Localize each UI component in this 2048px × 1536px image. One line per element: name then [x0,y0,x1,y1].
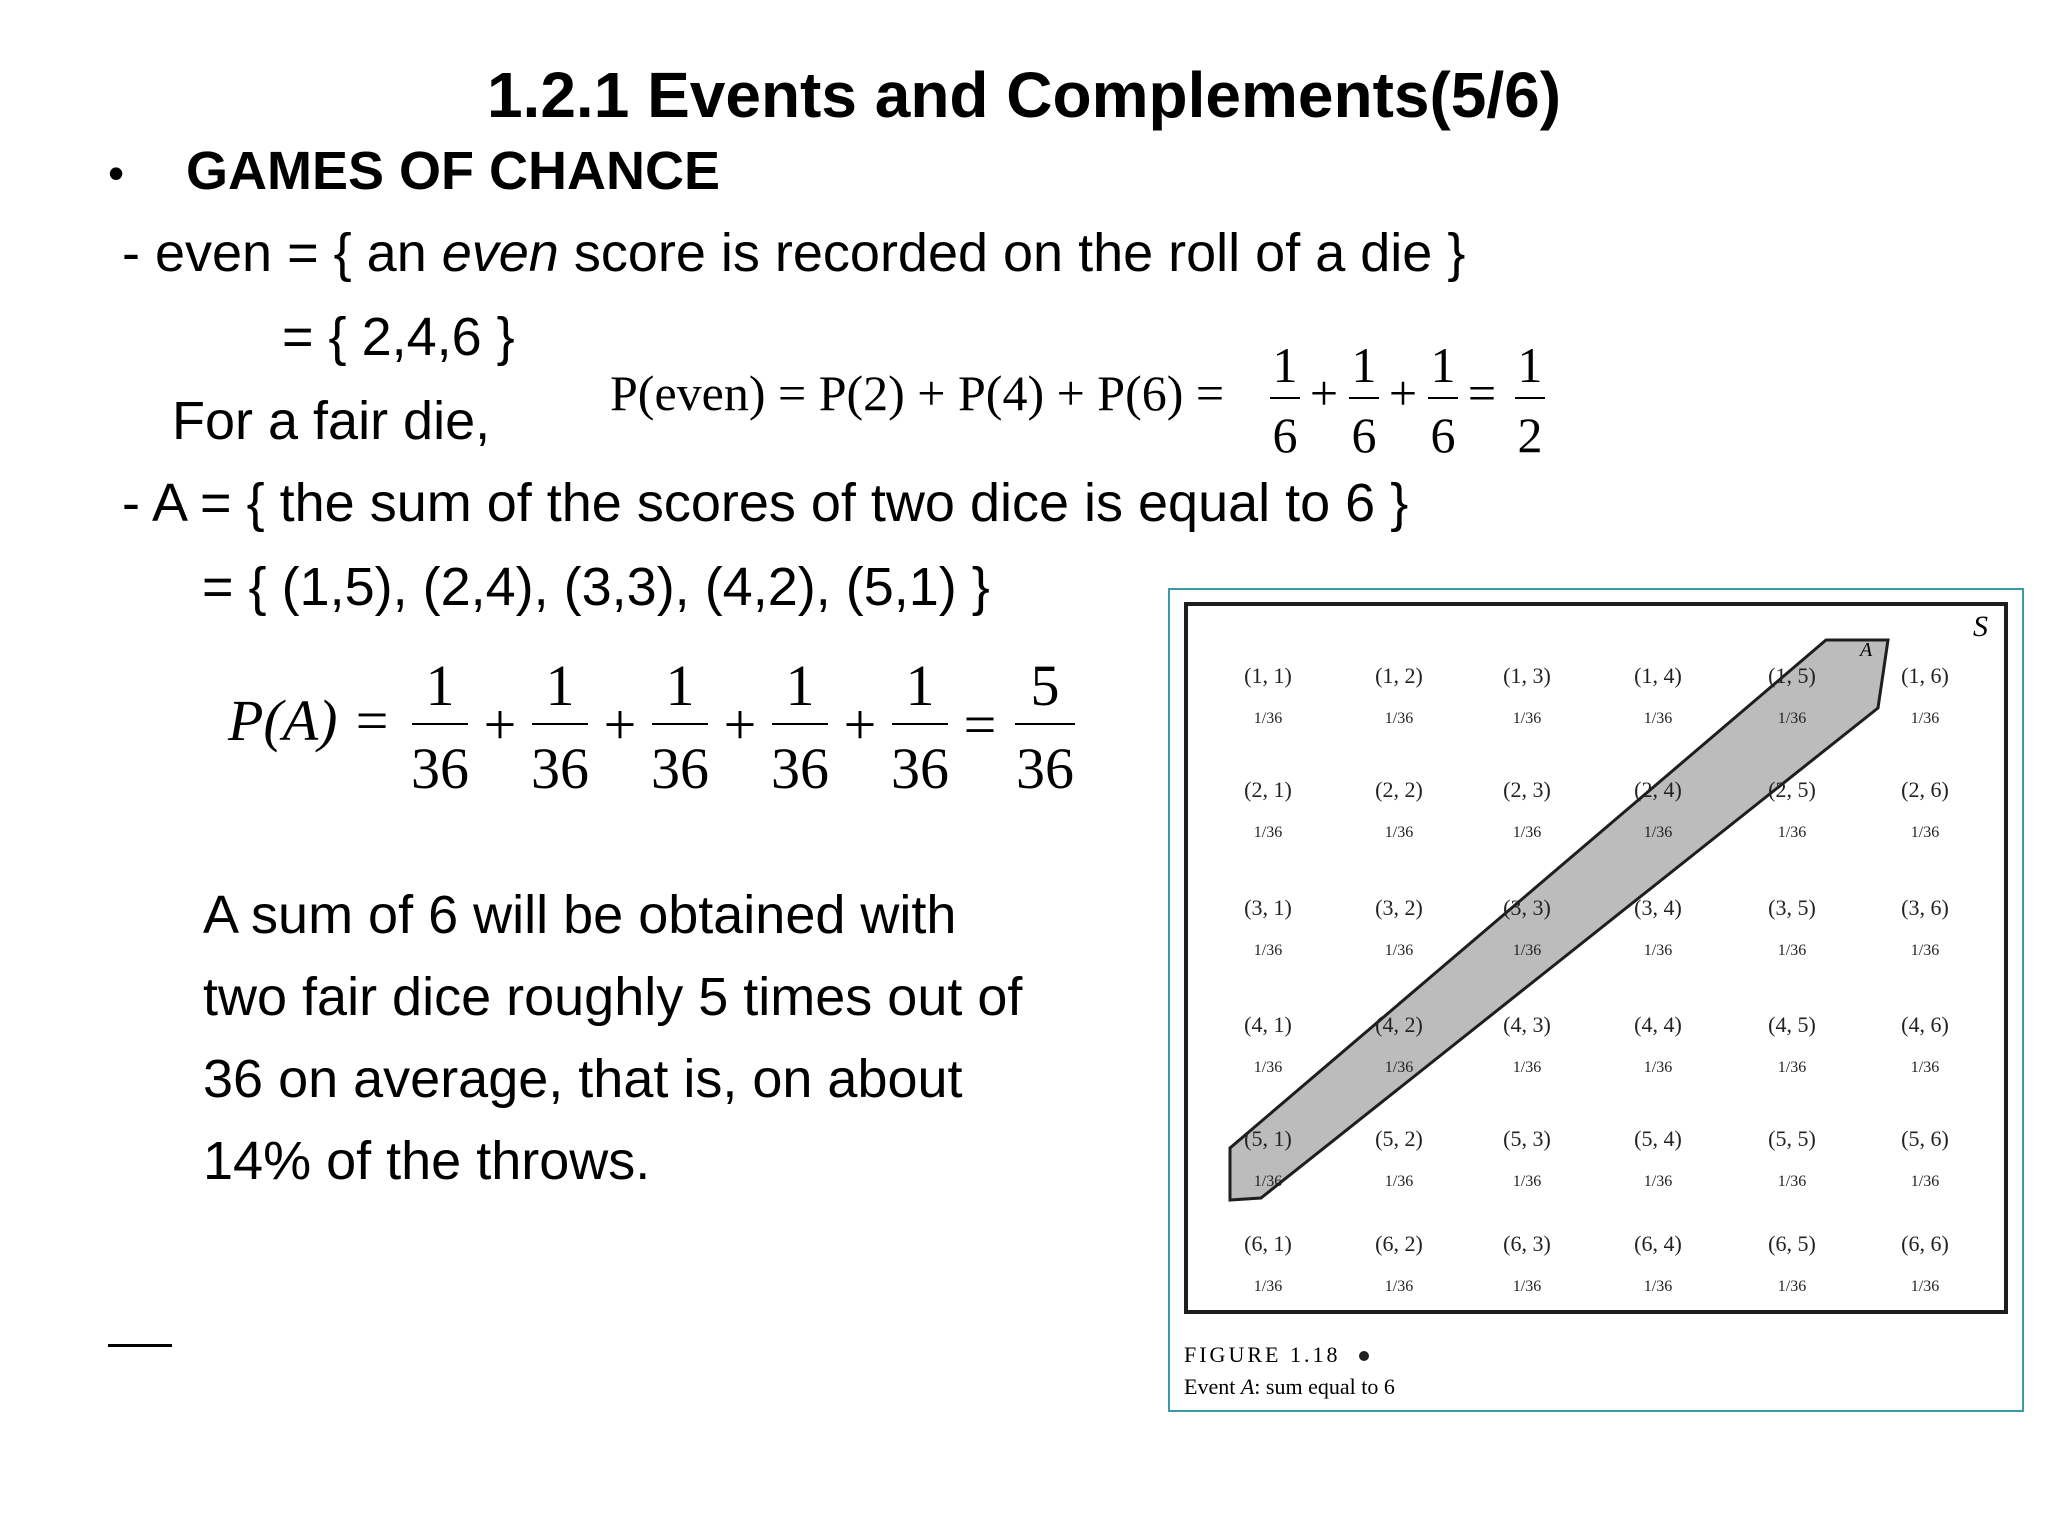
outcome-label: (2, 1) [1244,777,1292,802]
outcome-probability: 1/36 [1253,710,1283,727]
outcome-probability: 1/36 [1910,1278,1940,1295]
p-even-lhs: P(even) = P(2) + P(4) + P(6) = [610,365,1225,421]
p-a-op-2: + [603,692,637,757]
outcome-label: (4, 3) [1503,1012,1551,1037]
figure-caption-text [1184,1374,1395,1399]
outcome-probability: 1/36 [1253,1278,1283,1295]
outcome-probability: 1/36 [1777,942,1807,959]
p-even-den-2: 6 [1351,407,1377,463]
outcome-probability: 1/36 [1384,1059,1414,1076]
outcome-label: (5, 4) [1634,1126,1682,1151]
outcome-label: (3, 6) [1901,895,1949,920]
p-a-den-6: 36 [1016,736,1074,801]
outcome-probability: 1/36 [1253,824,1283,841]
p-even-op-3: = [1467,365,1497,421]
p-a-num-3: 1 [665,660,695,718]
p-even-den-1: 6 [1272,407,1298,463]
p-even-num-1: 1 [1272,340,1298,393]
outcome-probability: 1/36 [1384,1278,1414,1295]
outcome-label: (2, 6) [1901,777,1949,802]
figure-caption-label: FIGURE 1.18 [1184,1342,1341,1367]
outcome-probability: 1/36 [1384,942,1414,959]
p-a-den-3: 36 [651,736,709,801]
bullet-icon: • [108,147,125,199]
p-a-den-1: 36 [411,736,469,801]
p-even-op-1: + [1309,365,1339,421]
explanation-line-1: A sum of 6 will be obtained with [203,885,957,945]
outcome-label: (6, 2) [1375,1231,1423,1256]
outcome-probability: 1/36 [1512,942,1542,959]
outcome-label: (3, 2) [1375,895,1423,920]
p-a-op-4: + [843,692,877,757]
outcome-label: (3, 1) [1244,895,1292,920]
outcome-label: (6, 1) [1244,1231,1292,1256]
event-label-a: A [1860,639,1873,661]
p-a-num-6: 5 [1030,660,1060,718]
outcome-label: (1, 6) [1901,663,1949,688]
outcome-probability: 1/36 [1512,824,1542,841]
outcome-label: (6, 4) [1634,1231,1682,1256]
explanation-line-4: 14% of the throws. [203,1131,651,1191]
outcome-probability: 1/36 [1777,1278,1807,1295]
outcome-probability: 1/36 [1643,1278,1673,1295]
figure-sample-space [1168,588,2024,1412]
p-a-lhs: P(A) = [228,688,392,753]
outcome-probability: 1/36 [1910,710,1940,727]
section-heading: GAMES OF CHANCE [186,141,721,201]
p-a-op-5: = [963,692,997,757]
p-even-formula [600,340,1570,480]
p-a-den-2: 36 [531,736,589,801]
outcome-label: (4, 1) [1244,1012,1292,1037]
outcome-label: (3, 3) [1503,895,1551,920]
fair-die-label: For a fair die, [172,391,491,451]
p-a-formula [220,660,1100,830]
outcome-label: (5, 3) [1503,1126,1551,1151]
outcome-probability: 1/36 [1643,710,1673,727]
footer-dash [108,1344,172,1347]
page-title: 1.2.1 Events and Complements(5/6) [486,59,1562,131]
outcome-label: (3, 4) [1634,895,1682,920]
outcome-label: (4, 5) [1768,1012,1816,1037]
outcome-probability: 1/36 [1910,942,1940,959]
outcome-probability: 1/36 [1512,1173,1542,1190]
event-a-set: = { (1,5), (2,4), (3,3), (4,2), (5,1) } [202,557,990,617]
outcome-label: (5, 6) [1901,1126,1949,1151]
outcome-label: (2, 5) [1768,777,1816,802]
outcome-label: (1, 2) [1375,663,1423,688]
outcome-label: (4, 6) [1901,1012,1949,1037]
p-a-num-2: 1 [545,660,575,718]
p-a-den-4: 36 [771,736,829,801]
outcome-probability: 1/36 [1384,824,1414,841]
p-even-num-4: 1 [1517,340,1543,393]
outcome-probability: 1/36 [1777,710,1807,727]
outcome-probability: 1/36 [1910,824,1940,841]
outcome-probability: 1/36 [1253,1173,1283,1190]
outcome-label: (2, 4) [1634,777,1682,802]
even-definition-prefix: - even = { an [122,223,442,283]
p-even-num-3: 1 [1430,340,1456,393]
explanation-line-2: two fair dice roughly 5 times out of [203,967,1023,1027]
outcome-label: (5, 5) [1768,1126,1816,1151]
p-a-op-3: + [723,692,757,757]
outcome-label: (1, 4) [1634,663,1682,688]
outcome-probability: 1/36 [1512,710,1542,727]
outcome-label: (4, 4) [1634,1012,1682,1037]
outcome-probability: 1/36 [1777,1173,1807,1190]
outcome-probability: 1/36 [1910,1059,1940,1076]
outcome-probability: 1/36 [1384,710,1414,727]
outcome-label: (6, 6) [1901,1231,1949,1256]
outcome-probability: 1/36 [1643,824,1673,841]
even-set: = { 2,4,6 } [282,307,515,367]
p-a-den-5: 36 [891,736,949,801]
even-definition-emphasis: even [441,223,559,283]
space-label-s: S [1973,610,1988,643]
caption-dot-icon [1359,1351,1369,1361]
outcome-probability: 1/36 [1643,1173,1673,1190]
outcome-probability: 1/36 [1777,1059,1807,1076]
even-definition-suffix: score is recorded on the roll of a die } [558,223,1466,283]
outcome-probability: 1/36 [1384,1173,1414,1190]
p-a-op-1: + [483,692,517,757]
caption-var: A [1240,1374,1255,1399]
p-even-op-2: + [1388,365,1418,421]
p-a-num-5: 1 [905,660,935,718]
outcome-probability: 1/36 [1910,1173,1940,1190]
p-even-num-2: 1 [1351,340,1377,393]
p-even-den-3: 6 [1430,407,1456,463]
outcome-probability: 1/36 [1777,824,1807,841]
caption-suffix: : sum equal to 6 [1254,1374,1395,1399]
p-a-num-1: 1 [425,660,455,718]
outcome-label: (6, 5) [1768,1231,1816,1256]
outcome-probability: 1/36 [1643,1059,1673,1076]
outcome-label: (1, 1) [1244,663,1292,688]
even-definition [122,222,1465,284]
outcome-probability: 1/36 [1253,1059,1283,1076]
p-even-den-4: 2 [1517,407,1543,463]
outcome-label: (5, 2) [1375,1126,1423,1151]
outcome-probability: 1/36 [1512,1278,1542,1295]
outcome-probability: 1/36 [1643,942,1673,959]
p-a-num-4: 1 [785,660,815,718]
outcome-probability: 1/36 [1253,942,1283,959]
explanation-line-3: 36 on average, that is, on about [203,1049,963,1109]
sample-space-box [1186,604,2006,1312]
outcome-label: (1, 5) [1768,663,1816,688]
outcome-label: (2, 3) [1503,777,1551,802]
outcome-label: (1, 3) [1503,663,1551,688]
event-a-definition: - A = { the sum of the scores of two dice is equal to 6 } [122,473,1409,533]
outcome-label: (4, 2) [1375,1012,1423,1037]
outcome-label: (2, 2) [1375,777,1423,802]
outcome-probability: 1/36 [1512,1059,1542,1076]
outcome-label: (5, 1) [1244,1126,1292,1151]
outcome-label: (3, 5) [1768,895,1816,920]
outcome-label: (6, 3) [1503,1231,1551,1256]
caption-prefix: Event [1184,1374,1241,1399]
